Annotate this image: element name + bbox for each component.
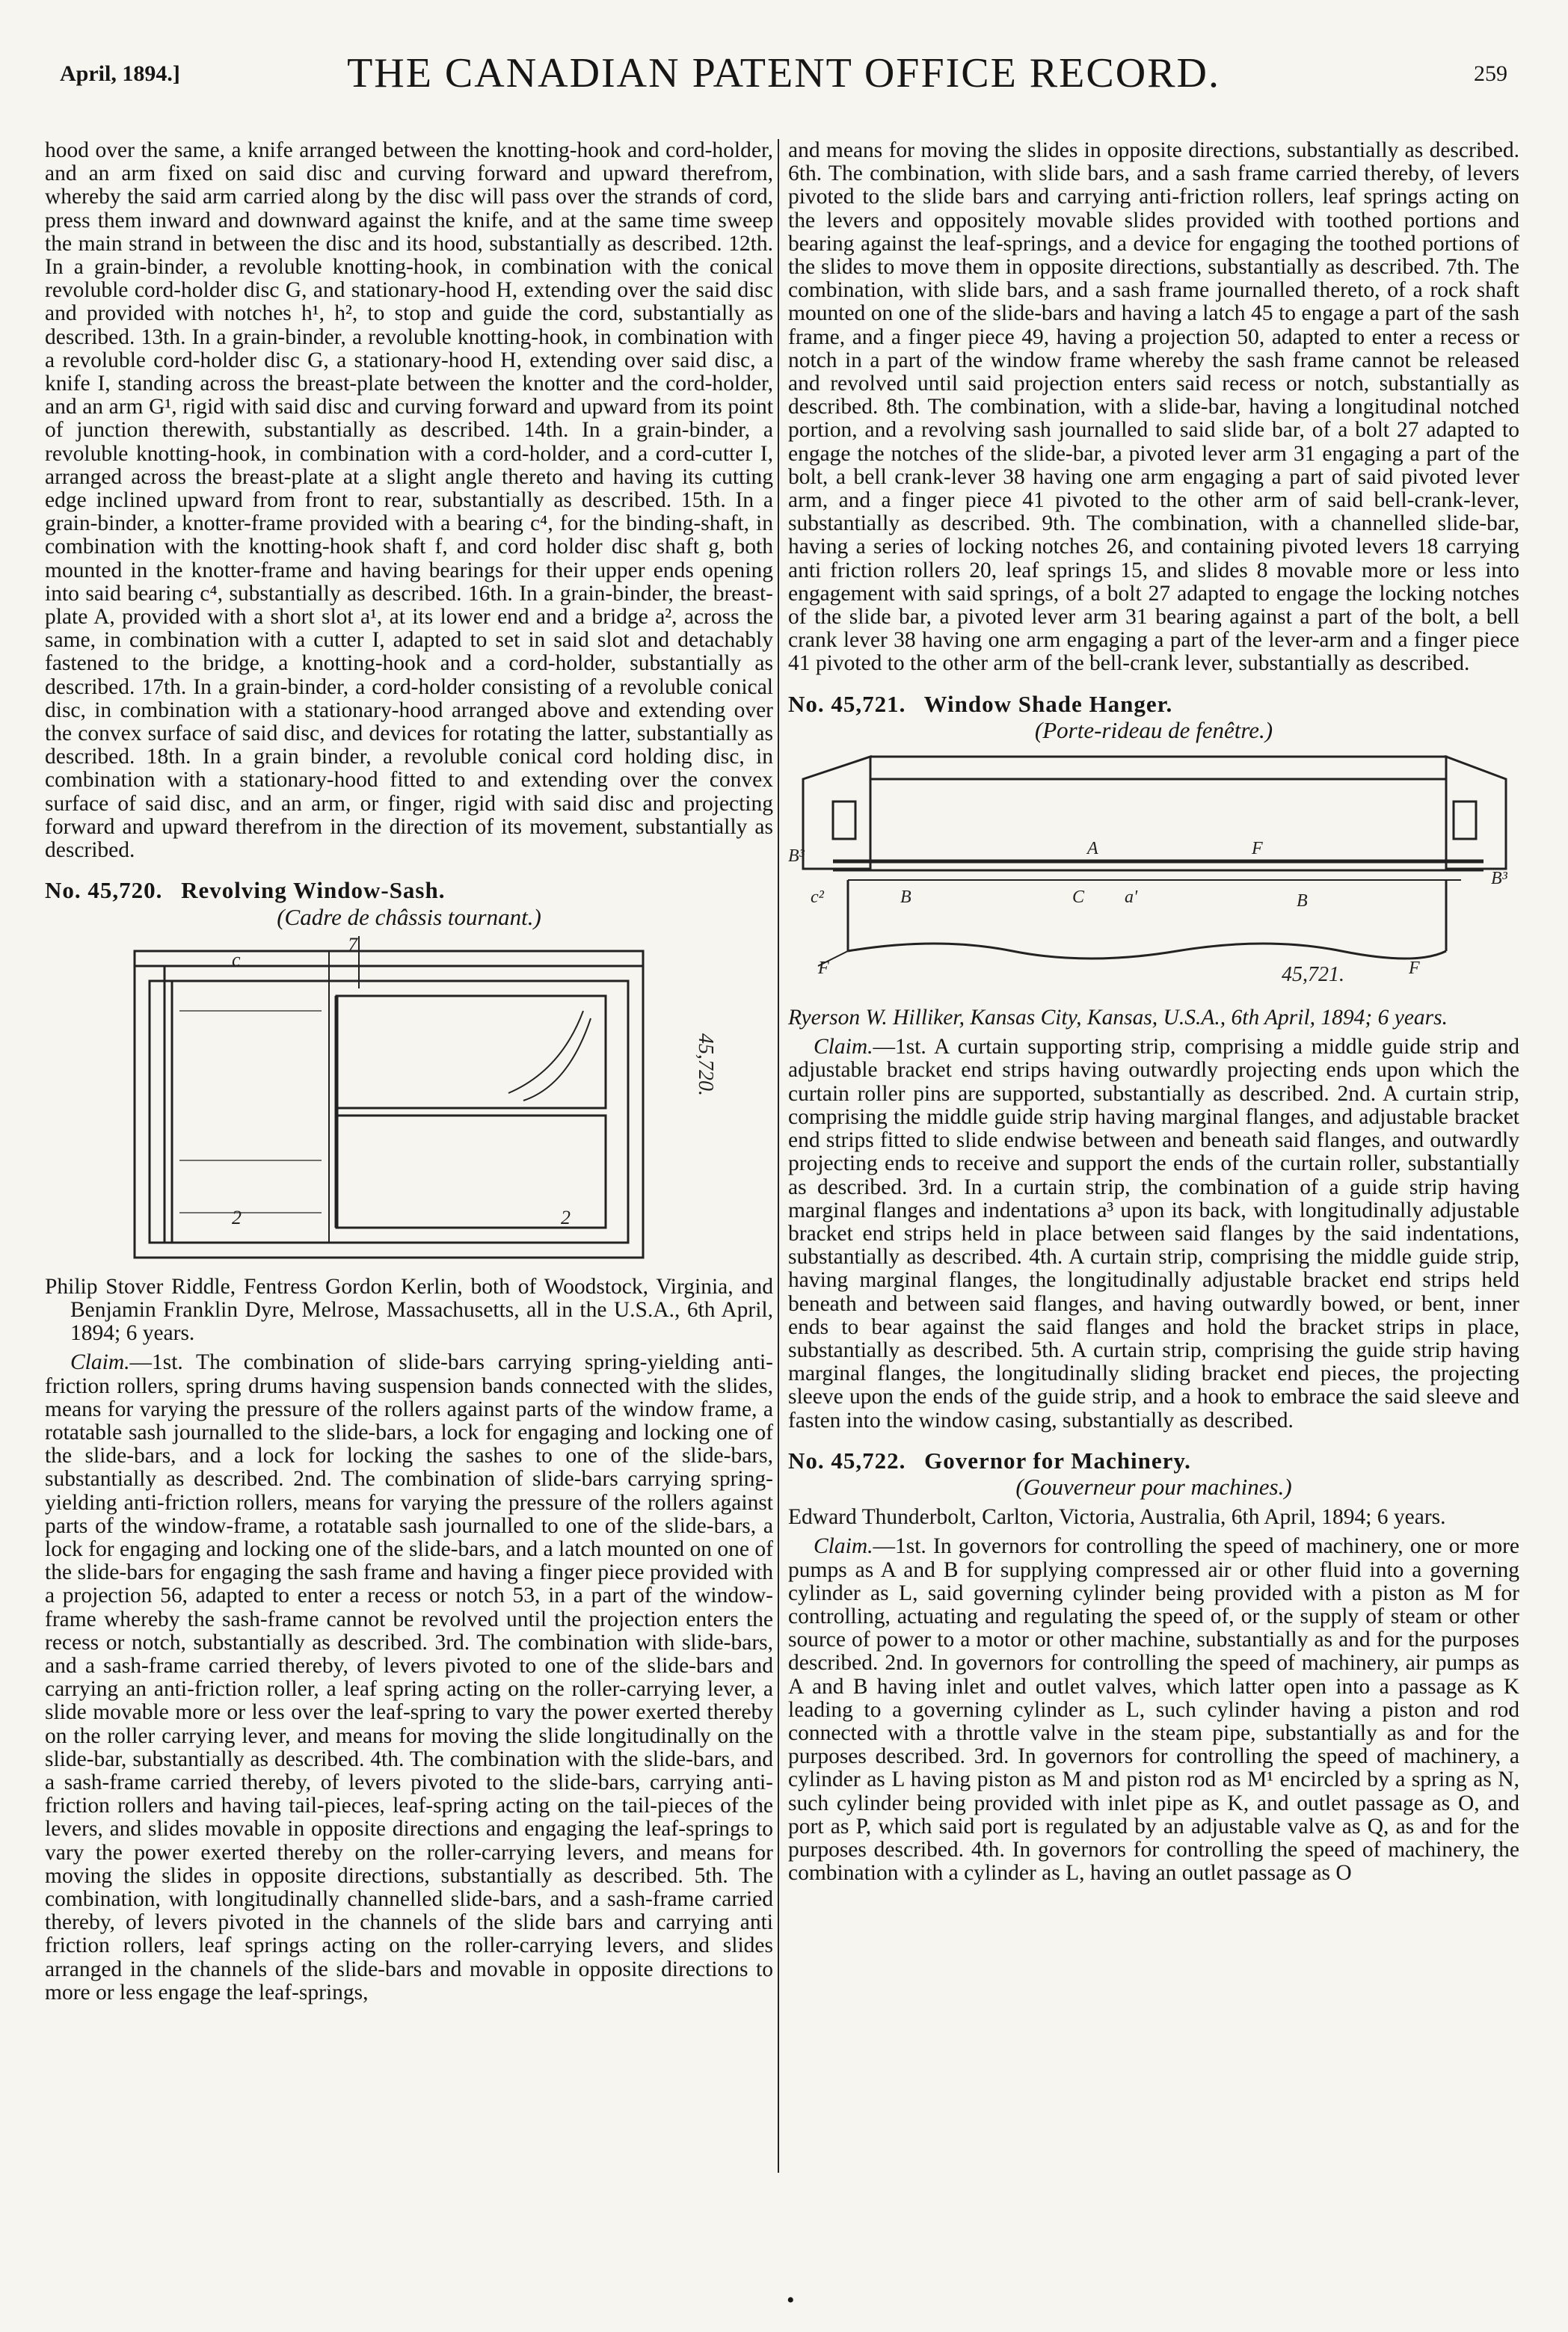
- header-date: April, 1894.]: [60, 61, 180, 86]
- patent-45720-french-title: (Cadre de châssis tournant.): [277, 903, 541, 930]
- patent-45721-title: Window Shade Hanger.: [923, 690, 1173, 717]
- window-sash-figure: [45, 936, 773, 1265]
- patent-45722-heading: [788, 1449, 1519, 1472]
- patent-45721-inventors: Ryerson W. Hilliker, Kansas City, Kansas, U.S.A., 6th April, 1894; 6 years.: [788, 1006, 1448, 1030]
- header-page-number: 259: [1474, 61, 1507, 86]
- patent-45721-claims: [788, 1036, 1519, 1432]
- patent-45722-claims: [788, 1535, 1519, 1885]
- svg-text:a': a': [1125, 887, 1138, 908]
- svg-text:7: 7: [348, 935, 357, 956]
- grain-binder-claims-continued: hood over the same, a knife arranged between the knotting-hook and cord-holder, and an arm fixed on said disc and curving forward and upward therefrom, whereby the said arm carried along by the disc will pass over the strands of cord, press them inward and downward against the knife, and at the same time sweep the main strand in between the disc and its hood, substantially as described. 12th. In a grain-binder, a revoluble knotting-hook, in combination with the conical revoluble cord-holder disc G, and stationary-hood H, extending over the said disc and provided with notches h¹, h², to stop and guide the cord, substantially as described. 13th. In a grain-binder, a revoluble knotting-hook, in combination with a revoluble cord-holder disc G, a stationary-hood H, extending over said disc, a knife I, standing across the breast-plate between the knotter and the cord-holder, and an arm G¹, rigid with said disc and curving forward and upward from its point of junction therewith, substantially as described. 14th. In a grain-binder, a revoluble knotting-hook, in combination with a cord-holder, and a cord-cutter I, arranged across the breast-plate at a slight angle thereto and having its cutting edge inclined upward from front to rear, substantially as described. 15th. In a grain-binder, a knotter-frame provided with a bearing c⁴, for the binding-shaft, in combination with the knotting-hook shaft f, and cord holder disc shaft g, both mounted in the knotter-frame and having bearings for their upper ends opening into said bearing c⁴, substantially as described. 16th. In a grain-binder, the breast-plate A, provided with a short slot a¹, at its lower end and a bridge a², across the same, in combination with a cutter I, adapted to set in said slot and detachably fastened to the bridge, a knotting-hook and a cord-holder, substantially as described. 17th. In a grain-binder, a cord-holder consisting of a revoluble conical disc, in combination with a stationary-hood arranged above and extending over the convex surface of said disc, and devices for rotating the latter, substantially as described. 18th. In a grain binder, a revoluble conical cord holding disc, in combination with a stationary-hood fitted to and extending over the convex surface of said disc, and an arm, or finger, rigid with said disc and projecting forward and upward therefrom in the direction of its movement, substantially as described.: [45, 138, 773, 863]
- svg-text:c²: c²: [811, 887, 824, 908]
- patent-45720-title: Revolving Window-Sash.: [181, 877, 446, 904]
- svg-text:B³: B³: [1491, 869, 1507, 889]
- patent-45721-french-title: (Porte-rideau de fenêtre.): [1034, 716, 1273, 743]
- patent-45722-title: Governor for Machinery.: [924, 1447, 1191, 1474]
- patent-45720-number: No. 45,720.: [45, 877, 163, 904]
- patent-45721-heading: [788, 692, 1519, 716]
- patent-45720-inventors: Philip Stover Riddle, Fentress Gordon Kerlin, both of Woodstock, Virginia, and Benjamin Franklin Dyre, Melrose, Massachusetts, all in the U.S.A., 6th April, 1894; 6 years.: [45, 1274, 773, 1346]
- patent-45720-claim-label: Claim.: [70, 1350, 130, 1375]
- footer-mark: •: [787, 2288, 795, 2313]
- patent-45722-inventors: Edward Thunderbolt, Carlton, Victoria, Australia, 6th April, 1894; 6 years.: [788, 1505, 1446, 1530]
- svg-text:c: c: [232, 948, 241, 970]
- left-column: [45, 139, 773, 2005]
- window-shade-hanger-figure: [788, 749, 1519, 996]
- svg-text:F: F: [1252, 839, 1263, 859]
- header-title: THE CANADIAN PATENT OFFICE RECORD.: [347, 50, 1220, 96]
- patent-45722-claim-label: Claim.: [814, 1534, 873, 1559]
- patent-45721-claim-text: —1st. A curtain supporting strip, comprising a middle guide strip and adjustable bracket end strips having outwardly projecting ends upon which the curtain roller pins are supported, substantially as described. 2nd. A curtain strip, comprising the middle guide strip having marginal flanges, and adjustable bracket end strips fitted to slide endwise between and beneath said flanges, and outwardly projecting ends to receive and support the ends of the curtain roller, substantially as described. 3rd. In a curtain strip, the combination of a guide strip having marginal flanges and indentations a³ upon its back, with longitudinally adjustable bracket end strips held in place between said flanges by the said indentations, substantially as described. 4th. A curtain strip, comprising the middle guide strip, having marginal flanges, the longitudinally adjustable bracket end strips held beneath and between said flanges, and having outwardly bowed, or bent, inner ends to bear against the said flanges and hold the bracket strips in place, substantially as described. 5th. A curtain strip, comprising the guide strip having marginal flanges, the longitudinally sliding bracket end pieces, the projecting sleeve upon the ends of the guide strip, and a hook to embrace the said sleeve and fasten into the window casing, substantially as described.: [788, 1035, 1519, 1433]
- figure-45720-label: 45,720.: [694, 1033, 717, 1096]
- patent-45720-heading: [45, 879, 773, 902]
- svg-text:F: F: [1409, 959, 1420, 979]
- patent-45721-number: No. 45,721.: [788, 690, 906, 717]
- column-divider: [778, 139, 779, 2173]
- svg-text:B³: B³: [788, 846, 805, 867]
- page-header: [60, 28, 1507, 111]
- svg-text:A: A: [1087, 839, 1098, 859]
- patent-45720-claim-text: —1st. The combination of slide-bars carrying spring-yielding anti-friction rollers, spring drums having suspension bands connected with the slides, means for varying the pressure of the rollers against parts of the window frame, a rotatable sash journalled to the slide-bars, a lock for engaging and locking one of the slide-bars, and a lock for locking the sashes to one of the slide-bars, substantially as described. 2nd. The combination of slide-bars carrying spring-yielding anti-friction rollers, means for varying the pressure of the rollers against parts of the window-frame, a rotatable sash journalled to one of the slide-bars, a lock for engaging and locking one of the slide-bars, and a latch mounted on one of the slide-bars for engaging the sash frame and having a finger piece provided with a projection 56, adapted to enter a recess or notch 53, in a part of the window-frame whereby the sash-frame cannot be revolved until the projection enters the recess or notch, substantially as described. 3rd. The combination with slide-bars, and a sash-frame carried thereby, of levers pivoted to one of the slide-bars and carrying an anti-friction roller, a leaf spring acting on the roller-carrying lever, a slide movable more or less over the leaf-spring to vary the power exerted thereby on the roller carrying lever, and means for moving the slide longitudinally on the slide-bar, substantially as described. 4th. The combination with the slide-bars, and a sash-frame carried thereby, of levers pivoted to the slide-bars, carrying anti-friction rollers and having tail-pieces, leaf-spring acting on the tail-pieces of the levers, and slides movable in opposite directions and engaging the leaf-springs to vary the power exerted thereby on the roller-carrying levers, and means for moving the slides in opposite directions, substantially as described. 5th. The combination, with longitudinally channelled slide-bars, and a sash-frame carried thereby, of levers pivoted in the channels of the slide bars and carrying anti friction rollers, leaf springs acting on the roller-carrying levers, and slides arranged in the channels of the slide-bars and movable in opposite directions to more or less engage the leaf-springs,: [45, 1350, 773, 2005]
- patent-45722-claim-text: —1st. In governors for controlling the speed of machinery, one or more pumps as A and B for supplying compressed air or other fluid into a governing cylinder as L, said governing cylinder being provided with a piston as M for controlling, actuating and regulating the speed of, or the supply of steam or other source of power to a motor or other machine, substantially as and for the purposes described. 2nd. In governors for controlling the speed of machinery, air pumps as A and B having inlet and outlet valves, which latter open into a passage as K leading to a governing cylinder as L, such cylinder having a piston and rod connected with a throttle valve in the steam pipe, substantially as and for the purposes described. 3rd. In governors for controlling the speed of machinery, a cylinder as L having piston as M and piston rod as M¹ encircled by a spring as N, such cylinder being provided with inlet pipe as K, and outlet passage as O, and port as P, which said port is regulated by an adjustable valve as Q, as and for the purposes described. 4th. In governors for controlling the speed of machinery, the combination with a cylinder as L, having an outlet passage as O: [788, 1534, 1519, 1886]
- patent-45722-french-title: (Gouverneur pour machines.): [1015, 1473, 1292, 1500]
- svg-text:B: B: [900, 887, 911, 908]
- right-column: [788, 139, 1519, 1885]
- svg-text:B: B: [1297, 891, 1308, 911]
- patent-45721-claim-label: Claim.: [814, 1035, 873, 1059]
- svg-text:2: 2: [561, 1206, 571, 1228]
- svg-text:2: 2: [232, 1206, 242, 1228]
- window-shade-hanger-drawing: [788, 749, 1519, 996]
- svg-text:F: F: [818, 959, 829, 979]
- patent-45722-number: No. 45,722.: [788, 1447, 906, 1474]
- patent-45720-claims: [45, 1351, 773, 2005]
- patent-45720-claims-continued: and means for moving the slides in opposite directions, substantially as described. 6th. The combination, with slide bars, and a sash frame carried thereby, of levers pivoted to the slide bars and carrying anti-friction rollers, leaf springs acting on the levers and oppositely movable slides provided with toothed portions and bearing against the leaf-springs, and a device for engaging the toothed portions of the slides to move them in opposite directions, substantially as described. 7th. The combination, with slide bars, and a sash frame journalled thereto, of a rock shaft mounted on one of the slide-bars and having a latch 45 to engage a part of the sash frame, and a finger piece 49, having a projection 50, adapted to enter a recess or notch in a part of the window frame whereby the sash frame cannot be released and revolved until said projection enters said recess or notch, substantially as described. 8th. The combination, with a slide-bar, having a longitudinal notched portion, and a revolving sash journalled to said slide bar, of a bolt 27 adapted to engage the notches of the slide-bar, a pivoted lever arm 31 engaging a part of the bolt, a bell crank-lever 38 having one arm engaging a part of said pivoted lever arm, and a finger piece 41 pivoted to the other arm of said bell-crank-lever, substantially as described. 9th. The combination, with a channelled slide-bar, having a series of locking notches 26, and containing pivoted levers 18 carrying anti friction rollers 20, leaf springs 15, and slides 8 movable more or less into engagement with said springs, of a bolt 27 adapted to engage the locking notches of the slide bar, a pivoted lever arm 31 bearing against a part of the bolt, a bell crank lever 38 having one arm engaging a part of the lever-arm and a finger piece 41 pivoted to the other arm of the bell-crank lever, substantially as described.: [788, 138, 1519, 676]
- window-sash-drawing: [45, 936, 773, 1265]
- svg-text:C: C: [1072, 887, 1085, 908]
- figure-45721-label: 45,721.: [1282, 963, 1344, 987]
